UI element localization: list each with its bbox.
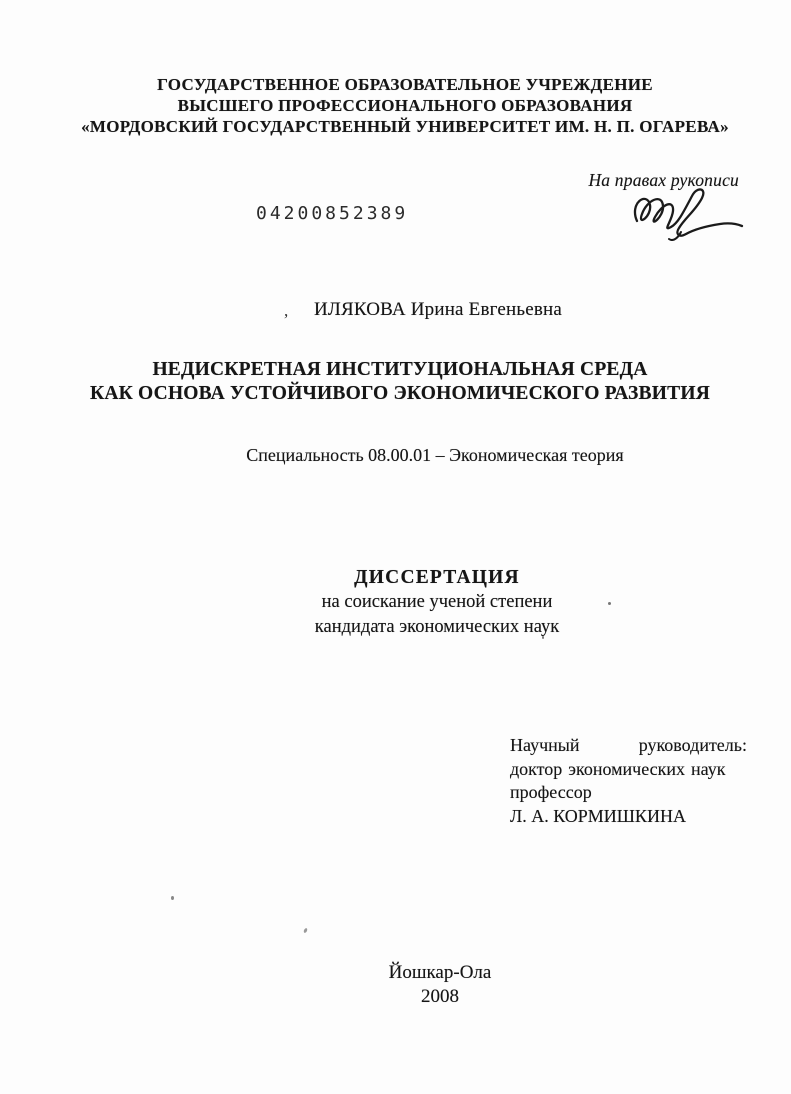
dissertation-heading: ДИССЕРТАЦИЯ	[354, 567, 520, 588]
imprint-block	[340, 961, 540, 1009]
scan-speck	[542, 636, 544, 639]
institution-line-3: «МОРДОВСКИЙ ГОСУДАРСТВЕННЫЙ УНИВЕРСИТЕТ ИМ. Н. П. ОГАРЕВА»	[81, 117, 729, 136]
title-line-1: НЕДИСКРЕТНАЯ ИНСТИТУЦИОНАЛЬНАЯ СРЕДА	[152, 359, 648, 380]
supervisor-role-word-1: Научный	[510, 735, 580, 755]
author-name: ИЛЯКОВА Ирина Евгеньевна	[313, 299, 563, 320]
supervisor-role-word-2: руководитель:	[638, 735, 747, 755]
registration-number: 04200852389	[256, 203, 409, 224]
dissertation-degree-line-2: кандидата экономических наук	[314, 616, 560, 637]
supervisor-degree: доктор экономических наук	[510, 758, 726, 779]
supervisor-role-line	[510, 734, 747, 758]
institution-header	[30, 74, 780, 137]
institution-line-1: ГОСУДАРСТВЕННОЕ ОБРАЗОВАТЕЛЬНОЕ УЧРЕЖДЕНИЕ	[157, 75, 653, 94]
dissertation-statement	[237, 567, 637, 638]
supervisor-block	[510, 734, 747, 828]
supervisor-name: Л. А. КОРМИШКИНА	[510, 805, 686, 826]
dissertation-degree-line-1: на соискание ученой степени	[321, 592, 553, 612]
dissertation-title	[30, 358, 770, 405]
manuscript-rights-note: На правах рукописи	[588, 170, 739, 190]
signature-icon	[617, 183, 745, 241]
scan-speck	[608, 602, 611, 605]
specialty-line: Специальность 08.00.01 – Экономическая теория	[246, 445, 624, 465]
scan-speck	[303, 928, 308, 934]
title-line-2: КАК ОСНОВА УСТОЙЧИВОГО ЭКОНОМИЧЕСКОГО РАЗВИТИЯ	[90, 382, 710, 404]
imprint-year: 2008	[421, 986, 459, 1007]
scan-speck	[171, 896, 174, 900]
institution-line-2: ВЫСШЕГО ПРОФЕССИОНАЛЬНОГО ОБРАЗОВАНИЯ	[177, 96, 633, 115]
scan-comma-artifact: ,	[284, 301, 289, 320]
imprint-city: Йошкар-Ола	[388, 962, 492, 983]
supervisor-rank: профессор	[510, 782, 592, 802]
